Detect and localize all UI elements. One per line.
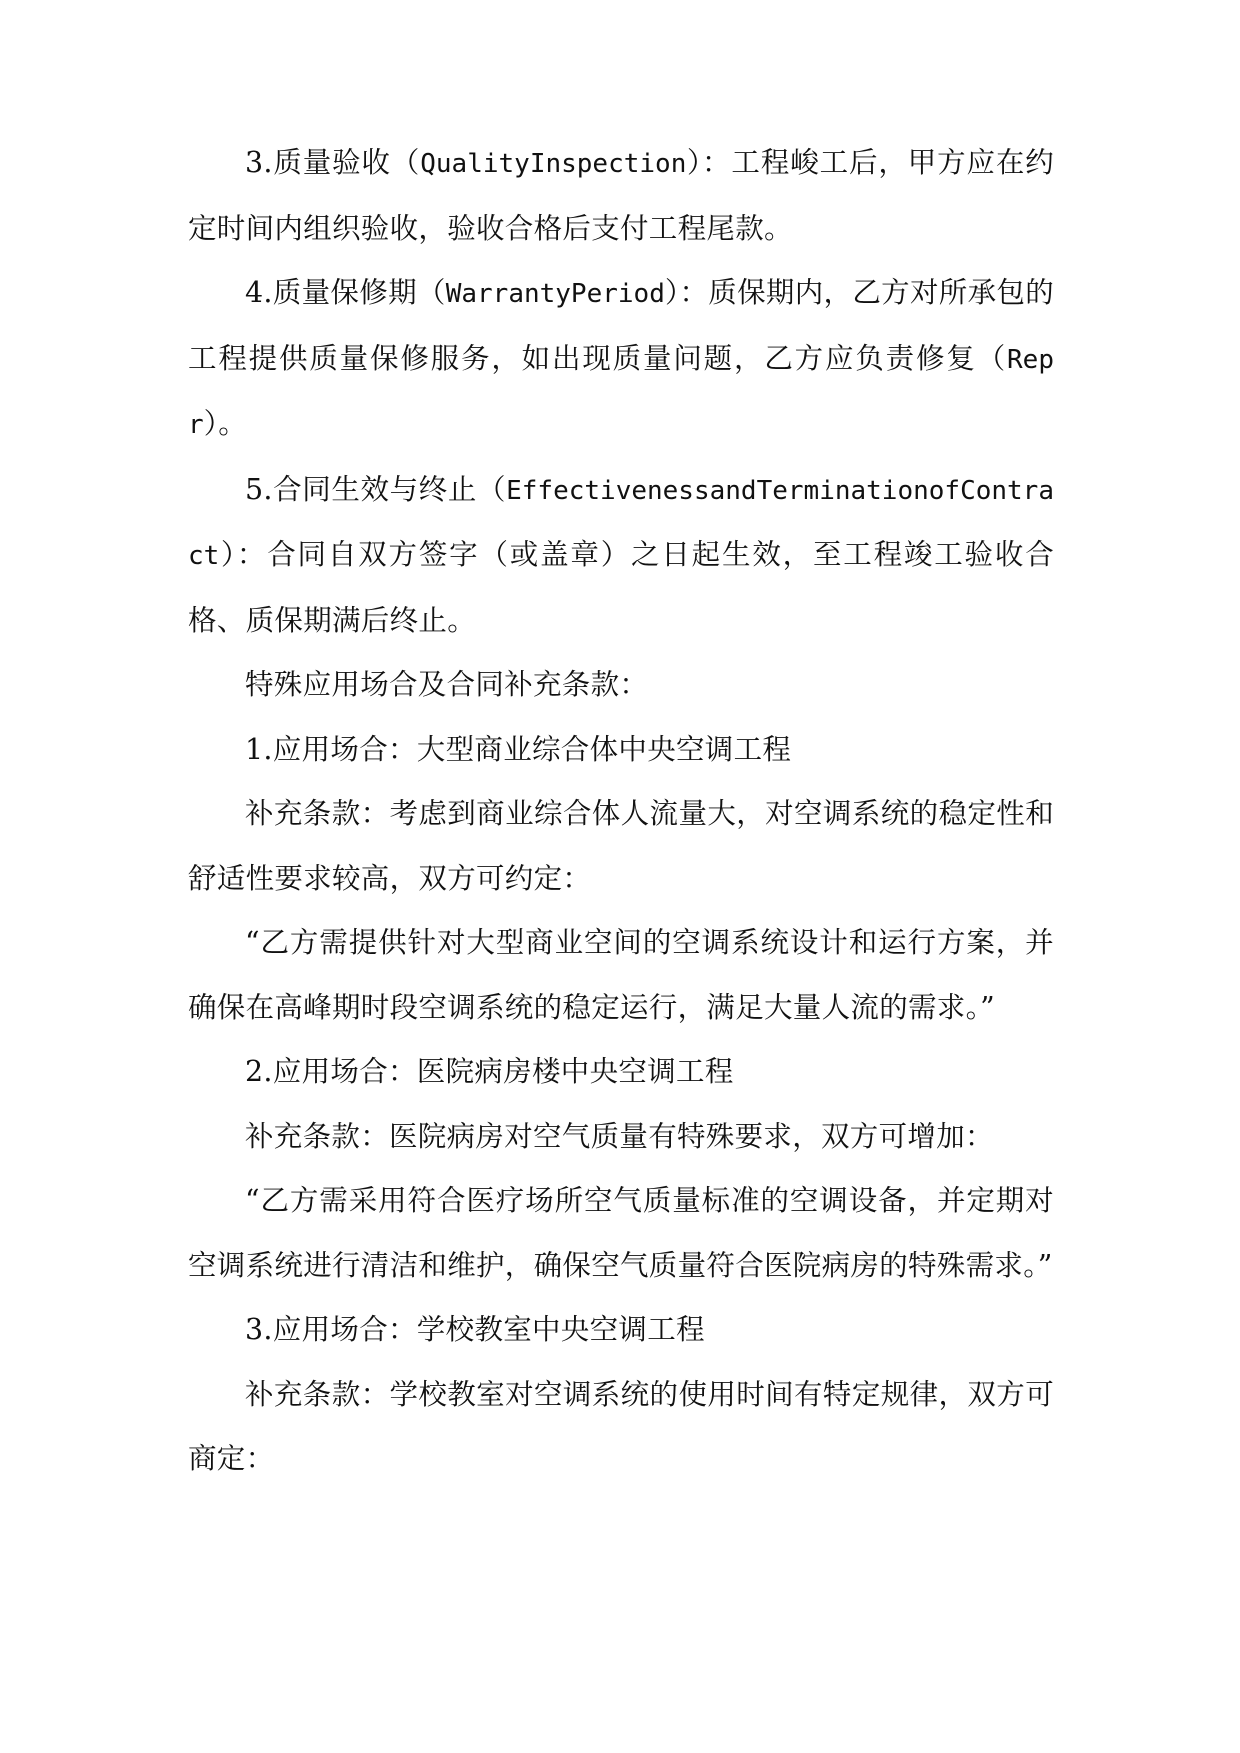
clause-warranty-period [188, 261, 1054, 458]
clause-quality-inspection-english: QualityInspection [420, 149, 687, 179]
clause-contract-effectiveness-prefix: 5.合同生效与终止（ [245, 472, 507, 506]
clause-warranty-period-end: ）。 [203, 407, 248, 440]
clause-quality-inspection-body: ）：工程峻工后，甲方应在约定时间内组织验收，验收合格后支付工程尾款。 [188, 146, 1054, 245]
quote-commercial-complex: “乙方需提供针对大型商业空间的空调系统设计和运行方案，并确保在高峰期时段空调系统的稳定运行，满足大量人流的需求。” [188, 926, 1054, 1024]
quote-hospital-ward: “乙方需采用符合医疗场所空气质量标准的空调设备，并定期对空调系统进行清洁和维护，确保空气质量符合医院病房的特殊需求。” [188, 1184, 1054, 1282]
clause-warranty-period-body: ）：质保期内，乙方对所承包的工程提供质量保修服务，如出现质量问题，乙方应负责修复（ [188, 276, 1055, 375]
clause-contract-effectiveness-english: EffectivenessandTerminationofContract [188, 475, 1054, 571]
clause-contract-effectiveness-body: ）：合同自双方签字（或盖章）之日起生效，至工程竣工验收合格、质保期满后终止。 [188, 538, 1054, 637]
clause-contract-effectiveness [188, 458, 1054, 654]
supplement-hospital-ward: 补充条款：医院病房对空气质量有特殊要求，双方可增加： [245, 1119, 994, 1153]
application-school-classroom: 3.应用场合：学校教室中央空调工程 [245, 1313, 705, 1346]
clause-warranty-period-repair-term: Repr [188, 344, 1054, 440]
supplement-commercial-complex: 补充条款：考虑到商业综合体人流量大，对空调系统的稳定性和舒适性要求较高，双方可约定： [188, 797, 1054, 895]
clause-quality-inspection [188, 131, 1054, 261]
clause-warranty-period-english: WarrantyPeriod [445, 279, 665, 309]
application-commercial-complex: 1.应用场合：大型商业综合体中央空调工程 [245, 732, 792, 766]
document-body [188, 131, 1054, 1492]
clause-warranty-period-prefix: 4.质量保修期（ [245, 276, 446, 309]
section-heading-special-applications: 特殊应用场合及合同补充条款： [245, 668, 649, 701]
clause-quality-inspection-prefix: 3.质量验收（ [245, 146, 421, 179]
application-hospital-ward: 2.应用场合：医院病房楼中央空调工程 [245, 1055, 734, 1088]
supplement-school-classroom: 补充条款：学校教室对空调系统的使用时间有特定规律，双方可商定： [188, 1377, 1054, 1475]
